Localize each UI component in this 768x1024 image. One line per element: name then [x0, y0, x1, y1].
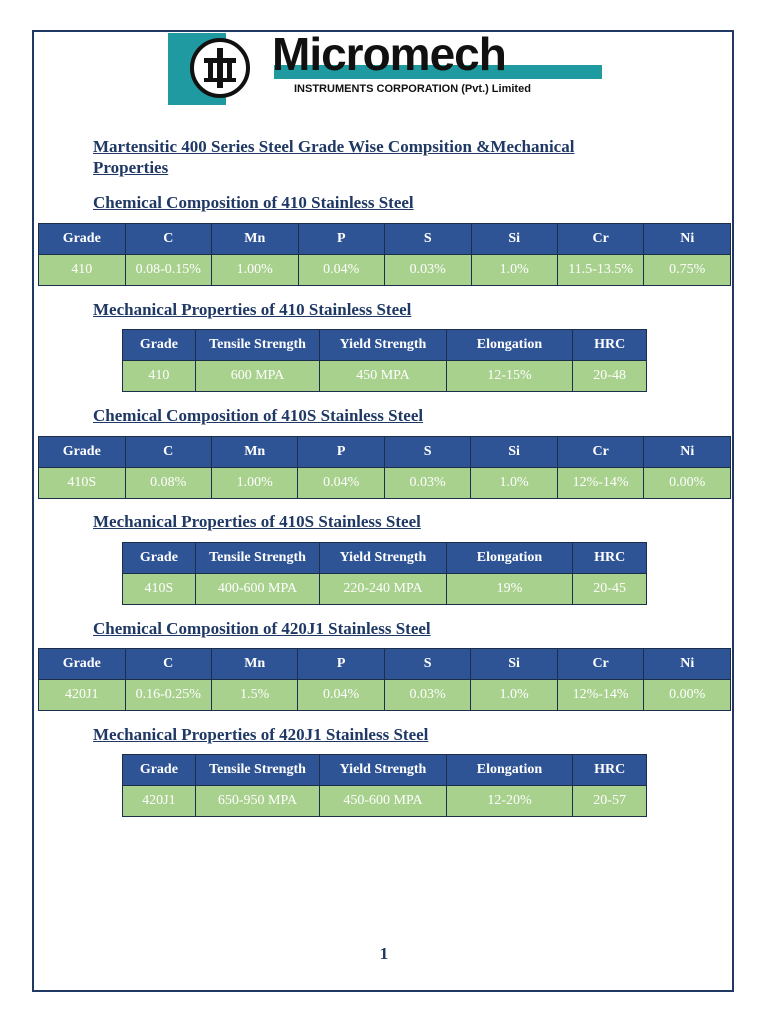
table-cell: 0.16-0.25% [125, 680, 211, 711]
header-cell: Si [471, 224, 557, 255]
table-cell: 1.5% [211, 680, 297, 711]
header-cell: Ni [644, 437, 731, 468]
header-cell: Yield Strength [320, 543, 446, 574]
header-cell: Si [471, 649, 557, 680]
header-cell: Grade [39, 649, 126, 680]
table-header-row [123, 543, 647, 574]
table-cell: 0.04% [298, 680, 384, 711]
chem-heading-420j1: Chemical Composition of 420J1 Stainless Steel [93, 619, 431, 638]
header-cell: Grade [39, 437, 126, 468]
header-cell: P [298, 224, 385, 255]
page-number: 1 [379, 944, 389, 963]
header-cell: Cr [557, 649, 644, 680]
header-cell: Ni [644, 649, 731, 680]
chem-heading-410: Chemical Composition of 410 Stainless Steel [93, 193, 414, 212]
table-cell: 1.00% [212, 255, 299, 286]
table-cell: 650-950 MPA [195, 786, 319, 817]
chem-table-410s [38, 436, 731, 499]
table-cell: 12-20% [446, 786, 573, 817]
mech-table-420j1 [122, 754, 647, 817]
company-logo [168, 28, 604, 105]
header-cell: P [298, 437, 384, 468]
header-cell: S [384, 437, 470, 468]
table-cell: 20-48 [573, 361, 647, 392]
table-cell: 420J1 [123, 786, 196, 817]
chem-table-410 [38, 223, 731, 286]
table-row [123, 361, 647, 392]
table-cell: 11.5-13.5% [557, 255, 644, 286]
table-cell: 20-45 [573, 574, 647, 605]
header-cell: HRC [573, 755, 647, 786]
mech-heading-410: Mechanical Properties of 410 Stainless Steel [93, 300, 412, 319]
table-cell: 19% [446, 574, 573, 605]
header-cell: C [125, 224, 212, 255]
table-cell: 1.0% [471, 680, 557, 711]
header-cell: Si [471, 437, 557, 468]
header-cell: C [125, 437, 211, 468]
table-cell: 0.08-0.15% [125, 255, 212, 286]
table-cell: 0.04% [298, 255, 385, 286]
table-cell: 0.03% [385, 255, 472, 286]
chem-table-420j1 [38, 648, 731, 711]
mech-heading-410s: Mechanical Properties of 410S Stainless Steel [93, 512, 421, 531]
table-cell: 420J1 [39, 680, 126, 711]
header-cell: Cr [557, 437, 644, 468]
table-cell: 600 MPA [195, 361, 319, 392]
table-cell: 0.03% [384, 468, 470, 499]
table-row [39, 680, 731, 711]
header-cell: HRC [573, 330, 647, 361]
table-cell: 220-240 MPA [320, 574, 446, 605]
table-row [123, 786, 647, 817]
header-cell: Grade [123, 330, 196, 361]
table-cell: 400-600 MPA [195, 574, 319, 605]
header-cell: HRC [573, 543, 647, 574]
table-header-row [39, 437, 731, 468]
table-cell: 0.00% [644, 680, 731, 711]
table-cell: 1.0% [471, 255, 557, 286]
table-header-row [123, 330, 647, 361]
page-title: Martensitic 400 Series Steel Grade Wise Compsition &Mechanical Properties [93, 137, 575, 177]
header-cell: S [384, 649, 470, 680]
table-cell: 450 MPA [320, 361, 446, 392]
mech-heading-420j1: Mechanical Properties of 420J1 Stainless Steel [93, 725, 429, 744]
table-cell: 450-600 MPA [320, 786, 446, 817]
header-cell: Yield Strength [320, 755, 446, 786]
logo-brand-text: Micromech [272, 28, 506, 80]
table-cell: 1.0% [471, 468, 557, 499]
table-header-row [39, 224, 731, 255]
header-cell: Tensile Strength [195, 543, 319, 574]
table-cell: 0.08% [125, 468, 211, 499]
table-cell: 410 [123, 361, 196, 392]
table-cell: 12%-14% [557, 468, 644, 499]
table-cell: 12-15% [446, 361, 573, 392]
table-cell: 20-57 [573, 786, 647, 817]
table-cell: 0.04% [298, 468, 384, 499]
header-cell: Grade [123, 543, 196, 574]
header-cell: Elongation [446, 330, 573, 361]
table-cell: 12%-14% [557, 680, 644, 711]
table-cell: 410S [39, 468, 126, 499]
mech-table-410 [122, 329, 647, 392]
header-cell: Tensile Strength [195, 755, 319, 786]
header-cell: Tensile Strength [195, 330, 319, 361]
table-row [39, 468, 731, 499]
table-cell: 0.03% [384, 680, 470, 711]
header-cell: Grade [39, 224, 126, 255]
table-cell: 410 [39, 255, 126, 286]
mech-table-410s [122, 542, 647, 605]
header-cell: Mn [211, 649, 297, 680]
table-header-row [123, 755, 647, 786]
header-cell: P [298, 649, 384, 680]
table-row [123, 574, 647, 605]
header-cell: Ni [644, 224, 731, 255]
header-cell: Grade [123, 755, 196, 786]
table-cell: 0.00% [644, 468, 731, 499]
header-cell: C [125, 649, 211, 680]
header-cell: Mn [212, 224, 299, 255]
table-cell: 1.00% [211, 468, 297, 499]
chem-heading-410s: Chemical Composition of 410S Stainless Steel [93, 406, 424, 425]
table-header-row [39, 649, 731, 680]
table-row [39, 255, 731, 286]
header-cell: Elongation [446, 755, 573, 786]
header-cell: Elongation [446, 543, 573, 574]
table-cell: 0.75% [644, 255, 731, 286]
header-cell: Yield Strength [320, 330, 446, 361]
logo-emblem-icon [190, 38, 250, 98]
header-cell: S [385, 224, 472, 255]
table-cell: 410S [123, 574, 196, 605]
header-cell: Mn [211, 437, 297, 468]
header-cell: Cr [557, 224, 644, 255]
logo-subtitle: INSTRUMENTS CORPORATION (Pvt.) Limited [294, 83, 531, 95]
